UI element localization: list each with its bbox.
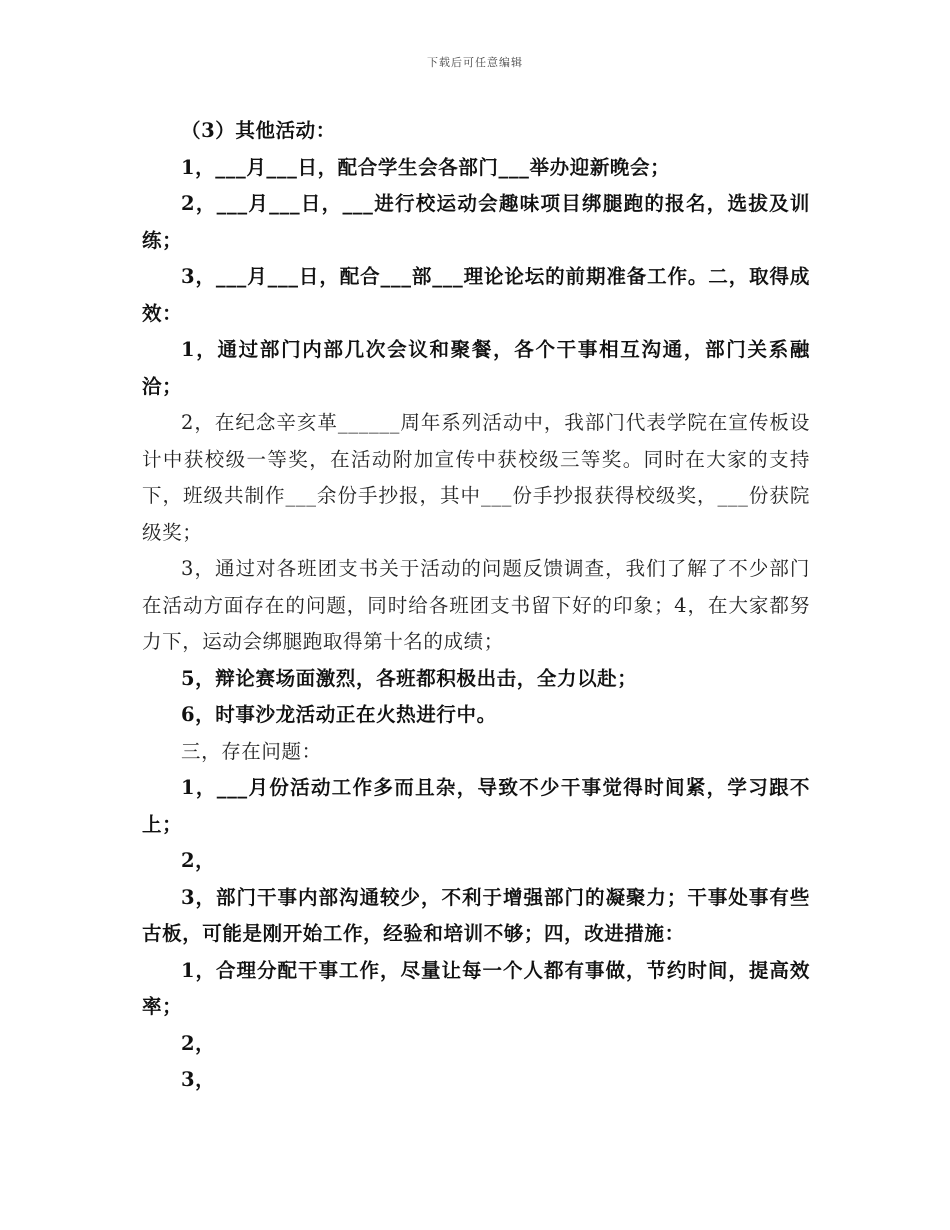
paragraph-problem-1: 1，___月份活动工作多而且杂，导致不少干事觉得时间紧，学习跟不上； [142, 776, 810, 836]
paragraph-result-1: 1，通过部门内部几次会议和聚餐，各个干事相互沟通，部门关系融洽； [142, 338, 810, 398]
paragraph-measure-1: 1，合理分配干事工作，尽量让每一个人都有事做，节约时间，提高效率； [142, 958, 810, 1018]
paragraph-activity-3: 3，___月___日，配合___部___理论论坛的前期准备工作。二，取得成效： [142, 265, 810, 325]
paragraph-measure-3: 3， [181, 1068, 216, 1091]
paragraph-problems-heading: 三，存在问题： [181, 739, 322, 763]
page-header: 下载后可任意编辑 [427, 56, 523, 69]
paragraph-result-2: 2，在纪念辛亥革______周年系列活动中，我部门代表学院在宣传板设计中获校级一等奖，在活动附加宣传中获校级三等奖。同时在大家的支持下，班级共制作___余份手抄报，其中___份手抄报获得校级奖，___份获院级奖； [142, 411, 810, 544]
paragraph-result-5: 5，辩论赛场面激烈，各班都积极出击，全力以赴； [181, 666, 638, 690]
paragraph-measure-2: 2， [181, 1031, 216, 1055]
paragraph-other-activities-heading: （3）其他活动： [181, 119, 336, 142]
document-body [142, 113, 810, 1099]
paragraph-activity-2: 2，___月___日，___进行校运动会趣味项目绑腿跑的报名，选拔及训练； [142, 192, 810, 252]
paragraph-result-3-4: 3，通过对各班团支书关于活动的问题反馈调查，我们了解了不少部门在活动方面存在的问题，同时给各班团支书留下好的印象；4，在大家都努力下，运动会绑腿跑取得第十名的成绩； [142, 557, 810, 653]
paragraph-problem-2: 2， [181, 849, 216, 872]
paragraph-problem-3: 3，部门干事内部沟通较少，不利于增强部门的凝聚力；干事处事有些古板，可能是刚开始工作，经验和培训不够；四，改进措施： [142, 885, 810, 945]
paragraph-result-6: 6，时事沙龙活动正在火热进行中。 [181, 703, 497, 726]
paragraph-activity-1: 1，___月___日，配合学生会各部门___举办迎新晚会； [181, 155, 671, 179]
